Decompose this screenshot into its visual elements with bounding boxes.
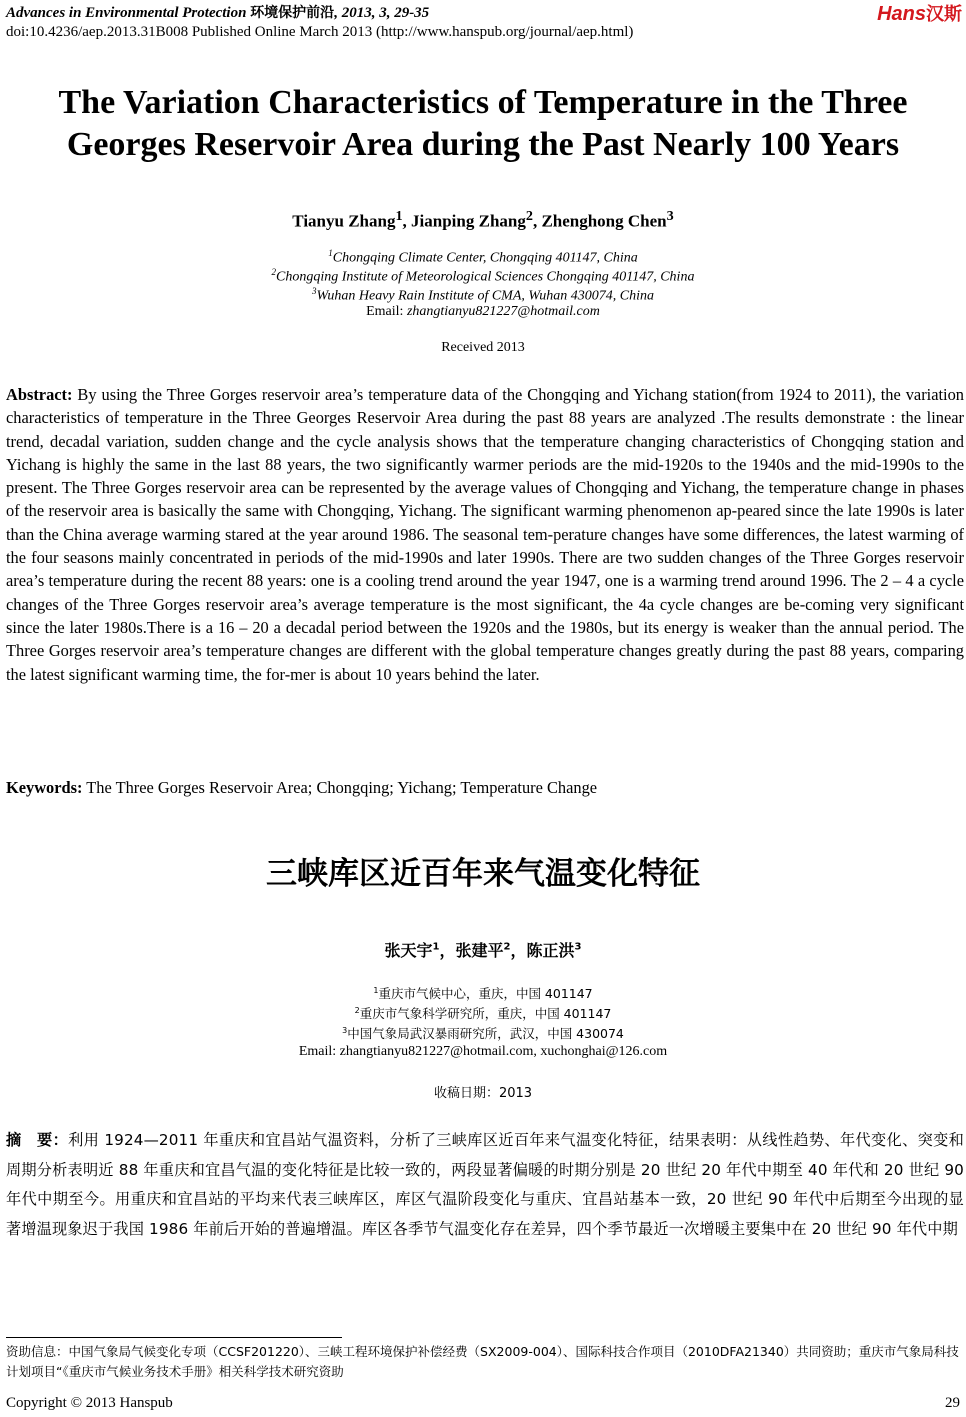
received-date-en: Received 2013 xyxy=(441,340,525,355)
title-line-1: The Variation Characteristics of Temperature in the Three xyxy=(58,84,908,121)
doi-line: doi:10.4236/aep.2013.31B008 Published Online March 2013 (http://www.hanspub.org/journal/aep.html) xyxy=(6,24,634,40)
footnote-divider xyxy=(6,1337,342,1338)
email-label: Email: xyxy=(366,304,407,319)
author-name: 张天宇 xyxy=(384,941,433,960)
affiliation-mark: 2 xyxy=(354,1005,360,1015)
keywords-en xyxy=(6,778,964,798)
author-mark: 1 xyxy=(395,208,403,224)
author-list-cn: 张天宇$^1$，张建平$^2$，陈正洪$^3$ xyxy=(384,941,582,960)
abstract-en xyxy=(6,383,964,686)
page-number: 29 xyxy=(945,1395,960,1411)
logo-text-cn: 汉斯 xyxy=(926,4,962,25)
affiliation-text: 中国气象局武汉暴雨研究所，武汉，中国 430074 xyxy=(347,1026,624,1041)
affiliation-en xyxy=(0,267,966,286)
affiliation-text: 重庆市气象科学研究所，重庆，中国 401147 xyxy=(359,1006,612,1021)
affiliation-mark: 1 xyxy=(328,248,333,258)
affiliation-mark: 3 xyxy=(342,1025,348,1035)
abstract-cn xyxy=(6,1126,964,1244)
affiliation-cn xyxy=(0,1004,966,1022)
author-mark: 2 xyxy=(525,208,533,224)
affiliation-cn xyxy=(0,984,966,1002)
abstract-text: By using the Three Gorges reservoir area’s temperature data of the Chongqing and Yichang station(from 1924 to 2011), the variation characteristics of temperature in the Three Georges Reservoir Area during the past 88 years are analyzed .The results demonstrate : the linear trend, decadal variation, sudden change and the cycle analysis shows that the temperature changing characteristics of Chongqing station and Yichang is highly the same in the last 88 years, the two significantly warmer periods are the mid-1920s to the 1940s and the mid-1990s to the present. The Three Gorges reservoir area can be represented by the average values of Chongqing and Yichang, the temperature change in phases of the reservoir area is basically the same with Chongqing, Yichang. The significant warming phenomenon ap-peared since the late 1990s is later than the China average warming stared at the year around 1986. The seasonal tem-perature changes have some differences, the latest warming of the four seasons mainly concentrated in periods of the mid-1990s and later 1990s. There are two sudden changes of the Three Gorges reservoir area’s temperature during the recent 88 years: one is a cooling trend around the year 1947, one is a warming trend around 1996. The 2 – 4 a cycle changes of the Three Gorges reservoir area’s average temperature is the most significant, the 4a cycle changes are be-coming very significant since the later 1980s.There is a 16 – 20 a decadal period between the 1920s and the 1980s, but its energy is weaker than the annual period. The Three Gorges reservoir area’s temperature changes are different with the global temperature changes greatly during the past 88 years, comparing the latest significant warming time, the for-mer is about 10 years behind the later. xyxy=(6,385,964,684)
author-name: 张建平 xyxy=(455,941,504,960)
email-cn: Email: zhangtianyu821227@hotmail.com, xuchonghai@126.com xyxy=(298,1044,668,1059)
affiliation-text: Chongqing Institute of Meteorological Sciences Chongqing 401147, China xyxy=(276,269,695,285)
paper-title-cn: 三峡库区近百年来气温变化特征 xyxy=(266,856,700,892)
email-en xyxy=(0,304,966,320)
abstract-label: Abstract: xyxy=(6,385,73,404)
journal-name: Advances in Environmental Protection xyxy=(6,5,247,21)
affiliation-text: Wuhan Heavy Rain Institute of CMA, Wuhan 430074, China xyxy=(316,288,655,304)
email-address: zhangtianyu821227@hotmail.com xyxy=(406,304,600,319)
keywords-label: Keywords: xyxy=(6,778,83,797)
author-mark: 1 xyxy=(432,941,440,953)
affiliation-en xyxy=(0,286,966,305)
affiliation-en xyxy=(0,248,966,267)
author-name: 陈正洪 xyxy=(526,941,575,960)
journal-name-cn: 环境保护前沿 xyxy=(250,5,335,21)
logo-text-en: Hans xyxy=(877,3,926,25)
publisher-logo xyxy=(877,0,962,26)
author-mark: 3 xyxy=(574,941,582,953)
affiliation-cn xyxy=(0,1024,966,1042)
abstract-label-cn: 摘 要： xyxy=(6,1131,69,1149)
affiliation-text: Chongqing Climate Center, Chongqing 401147, China xyxy=(332,250,638,266)
journal-issue: , 2013, 3, 29-35 xyxy=(334,5,430,21)
author-mark: 3 xyxy=(666,208,674,224)
author-name: Zhenghong Chen xyxy=(541,211,667,231)
affiliation-mark: 1 xyxy=(373,985,379,995)
affiliation-mark: 2 xyxy=(271,267,277,277)
copyright-notice: Copyright © 2013 Hanspub xyxy=(6,1395,173,1411)
funding-footnote: 资助信息：中国气象局气候变化专项（CCSF201220）、三峡工程环境保护补偿经费（SX2009-004）、国际科技合作项目（2010DFA21340）共同资助；重庆市气象局科技计划项目“《重庆市气候业务技术手册》相关科学技术研究资助 xyxy=(6,1344,959,1379)
author-name: Tianyu Zhang xyxy=(292,211,396,231)
author-list-en: Tianyu Zhang$^1$, Jianping Zhang$^2$, Zhenghong Chen$^3$ xyxy=(292,208,674,231)
keywords-text: The Three Gorges Reservoir Area; Chongqing; Yichang; Temperature Change xyxy=(86,778,598,797)
author-mark: 2 xyxy=(503,941,511,953)
received-date-cn: 收稿日期：2013 xyxy=(433,1086,533,1101)
abstract-text-cn: 利用 1924—2011 年重庆和宜昌站气温资料，分析了三峡库区近百年来气温变化特征，结果表明：从线性趋势、年代变化、突变和周期分析表明近 88 年重庆和宜昌气温的变化特征是比较一致的，两段显著偏暖的时期分别是 20 世纪 20 年代中期至 40 年代和 20 世纪 90 年代中期至今。用重庆和宜昌站的平均来代表三峡库区，库区气温阶段变化与重庆、宜昌站基本一致，20 世纪 90 年代中后期至今出现的显著增温现象迟于我国 1986 年前后开始的普遍增温。库区各季节气温变化存在差异，四个季节最近一次增暖主要集中在 20 世纪 90 年代中期 xyxy=(6,1131,964,1238)
title-line-2: Georges Reservoir Area during the Past Nearly 100 Years xyxy=(66,126,900,163)
author-name: Jianping Zhang xyxy=(411,211,526,231)
journal-header xyxy=(6,2,429,22)
affiliation-mark: 3 xyxy=(311,286,317,296)
affiliation-text: 重庆市气候中心，重庆，中国 401147 xyxy=(378,986,593,1001)
paper-title-en xyxy=(0,82,966,166)
